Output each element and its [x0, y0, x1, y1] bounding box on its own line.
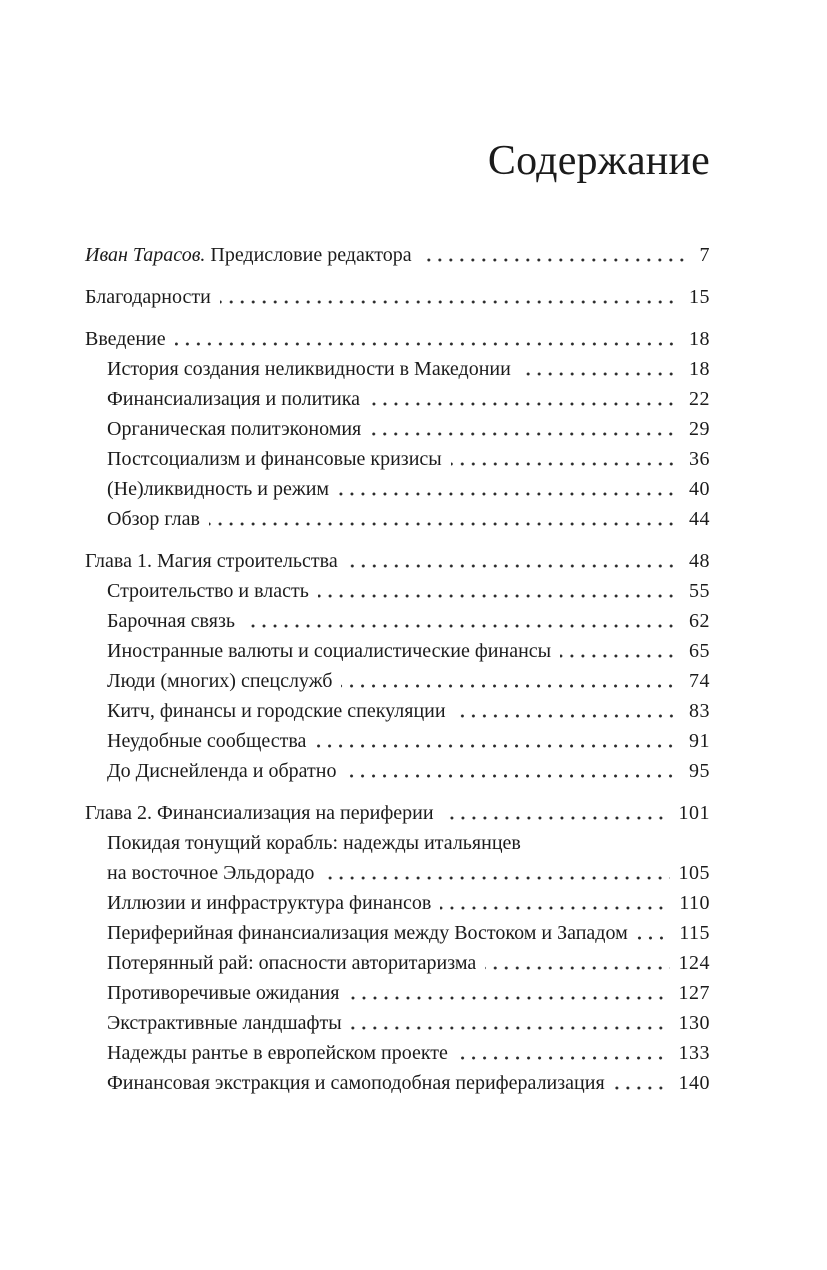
- toc-entry-page: 115: [679, 922, 710, 944]
- dot-leader: [314, 858, 678, 888]
- toc-entry: [85, 324, 710, 354]
- toc-entry-page: 29: [689, 418, 710, 440]
- toc-entry-page: 133: [678, 1042, 710, 1064]
- toc-entry-label: Финансовая экстракция и самоподобная периферализация: [107, 1072, 605, 1094]
- toc-entry: [85, 444, 710, 474]
- toc-entry-page: 130: [678, 1012, 710, 1034]
- toc-entry-page: 65: [689, 640, 710, 662]
- toc-entry: [85, 504, 710, 534]
- toc-entry-label: Барочная связь: [107, 610, 235, 632]
- toc-entry-page: 74: [689, 670, 710, 692]
- toc-entry: [85, 240, 710, 270]
- dot-leader: [511, 354, 689, 384]
- dot-leader: [336, 756, 689, 786]
- toc-entry: [85, 414, 710, 444]
- toc-entry: [85, 1008, 710, 1038]
- dot-leader: [476, 948, 678, 978]
- toc-entry: [85, 282, 710, 312]
- toc-entry: [85, 354, 710, 384]
- toc-entry-label: Противоречивые ожидания: [107, 982, 340, 1004]
- dot-leader: [446, 696, 689, 726]
- toc-entry-label: Обзор глав: [107, 508, 200, 530]
- toc-entry-label: Иностранные валюты и социалистические финансы: [107, 640, 552, 662]
- toc-entry-label: Строительство и власть: [107, 580, 309, 602]
- toc-entry: [85, 576, 710, 606]
- toc-entry: [85, 1068, 710, 1098]
- toc-entry-label: (Не)ликвидность и режим: [107, 478, 330, 500]
- toc-entry-page: 18: [689, 328, 710, 350]
- toc-entry: [85, 546, 710, 576]
- toc-entry-page: 55: [689, 580, 710, 602]
- toc-entry-page: 7: [699, 244, 710, 266]
- toc-entry: [85, 696, 710, 726]
- dot-leader: [431, 888, 679, 918]
- toc-entry-label: Введение: [85, 328, 166, 350]
- dot-leader: [306, 726, 689, 756]
- dot-leader: [329, 474, 689, 504]
- toc-entry-continuation: [85, 858, 710, 888]
- toc-entry-page: 44: [689, 508, 710, 530]
- toc-entry-label: Глава 2. Финансиализация на периферии: [85, 802, 434, 824]
- toc-title: Содержание: [487, 138, 710, 184]
- dot-leader: [448, 1038, 679, 1068]
- toc-entry: [85, 888, 710, 918]
- dot-leader: [166, 324, 689, 354]
- toc-entry: [85, 1038, 710, 1068]
- dot-leader: [434, 798, 679, 828]
- toc-list: [85, 240, 710, 1098]
- toc-entry: [85, 978, 710, 1008]
- toc-entry-label: Предисловие редактора: [210, 244, 412, 266]
- toc-entry-label: Благодарности: [85, 286, 211, 308]
- toc-entry-label: на восточное Эльдорадо: [107, 862, 315, 884]
- toc-entry-page: 22: [689, 388, 710, 410]
- toc-entry-page: 124: [678, 952, 710, 974]
- toc-entry-label: Покидая тонущий корабль: надежды итальянцев: [107, 832, 521, 854]
- dot-leader: [342, 1008, 679, 1038]
- toc-entry-page: 105: [678, 862, 710, 884]
- toc-entry: [85, 918, 710, 948]
- toc-entry-label: Иллюзии и инфраструктура финансов: [107, 892, 432, 914]
- dot-leader: [605, 1068, 679, 1098]
- toc-entry-page: 48: [689, 550, 710, 572]
- dot-leader: [332, 666, 689, 696]
- toc-entry-page: 101: [678, 802, 710, 824]
- toc-entry: [85, 666, 710, 696]
- toc-entry-page: 91: [689, 730, 710, 752]
- toc-entry-page: 95: [689, 760, 710, 782]
- toc-entry-label: Люди (многих) спецслужб: [107, 670, 333, 692]
- dot-leader: [200, 504, 689, 534]
- toc-entry-page: 62: [689, 610, 710, 632]
- toc-entry-label: Постсоциализм и финансовые кризисы: [107, 448, 442, 470]
- toc-entry-label: Неудобные сообщества: [107, 730, 307, 752]
- toc-entry: [85, 798, 710, 828]
- toc-entry-label: Китч, финансы и городские спекуляции: [107, 700, 446, 722]
- dot-leader: [360, 384, 689, 414]
- toc-entry: [85, 636, 710, 666]
- toc-entry-label: Органическая политэкономия: [107, 418, 362, 440]
- toc-entry-label: История создания неликвидности в Македонии: [107, 358, 511, 380]
- toc-entry-page: 83: [689, 700, 710, 722]
- toc-entry-label: Экстрактивные ландшафты: [107, 1012, 342, 1034]
- toc-entry-page: 127: [678, 982, 710, 1004]
- toc-entry-page: 140: [678, 1072, 710, 1094]
- toc-entry-label: Финансиализация и политика: [107, 388, 361, 410]
- toc-entry: [85, 756, 710, 786]
- dot-leader: [361, 414, 689, 444]
- toc-entry: [85, 726, 710, 756]
- dot-leader: [338, 546, 689, 576]
- dot-leader: [551, 636, 689, 666]
- toc-entry: [85, 606, 710, 636]
- toc-entry: [85, 384, 710, 414]
- dot-leader: [235, 606, 689, 636]
- toc-entry-label: Потерянный рай: опасности авторитаризма: [107, 952, 477, 974]
- toc-entry-page: 40: [689, 478, 710, 500]
- toc-entry-page: 15: [689, 286, 710, 308]
- toc-entry-page: 110: [679, 892, 710, 914]
- toc-entry-label: Надежды рантье в европейском проекте: [107, 1042, 448, 1064]
- toc-entry-page: 18: [689, 358, 710, 380]
- toc-entry-label: Периферийная финансиализация между Востоком и Западом: [107, 922, 628, 944]
- toc-entry: [85, 474, 710, 504]
- dot-leader: [309, 576, 689, 606]
- toc-entry: [85, 828, 710, 858]
- dot-leader: [340, 978, 679, 1008]
- toc-entry-label: До Диснейленда и обратно: [107, 760, 337, 782]
- toc-entry: [85, 948, 710, 978]
- toc-entry-author: Иван Тарасов.: [85, 244, 206, 266]
- dot-leader: [412, 240, 700, 270]
- dot-leader: [442, 444, 689, 474]
- dot-leader: [211, 282, 689, 312]
- dot-leader: [628, 918, 679, 948]
- toc-entry-label: Глава 1. Магия строительства: [85, 550, 338, 572]
- toc-entry-page: 36: [689, 448, 710, 470]
